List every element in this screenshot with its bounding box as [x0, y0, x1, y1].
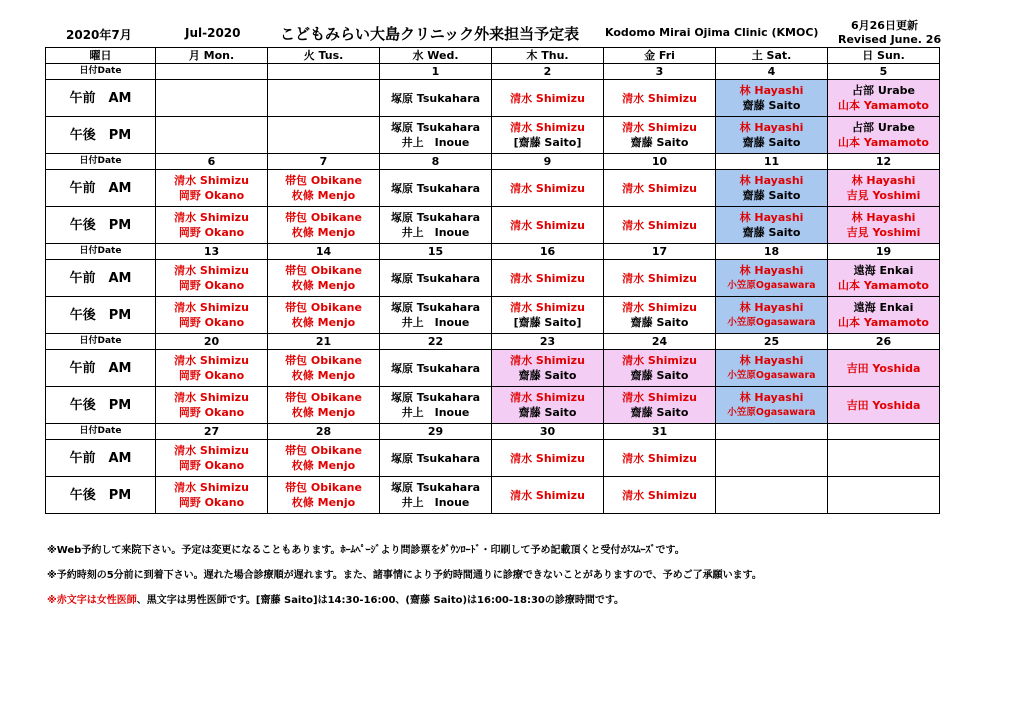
date-cell: 3 — [604, 64, 716, 80]
doctor-name: 林 Hayashi — [739, 354, 804, 367]
weekday-sun: 日 Sun. — [828, 48, 940, 64]
pm-slot-cell — [156, 117, 268, 154]
doctor-name: 齋藤 Saito — [742, 226, 801, 239]
doctor-name: 岡野 Okano — [178, 496, 245, 509]
doctor-name: 帯包 Obikane — [285, 354, 362, 367]
doctor-name: 清水 Shimizu — [622, 181, 697, 195]
note-arrival-time: ※予約時刻の5分前に到着下さい。遅れた場合診療順が遅れます。また、諸事情により予約時間通りに診療できないことがありますので、予めご了承願います。 — [47, 570, 762, 581]
doctor-name: 林 Hayashi — [739, 264, 804, 277]
doctor-name: 枚條 Menjo — [291, 406, 356, 419]
pm-row — [46, 387, 940, 424]
pm-slot-cell — [604, 387, 716, 424]
doctor-name: 清水 Shimizu — [622, 488, 697, 502]
doctor-name: 帯包 Obikane — [285, 301, 362, 314]
am-slot-cell — [828, 170, 940, 207]
date-cell: 15 — [380, 244, 492, 260]
doctor-name: 帯包 Obikane — [285, 481, 362, 494]
pm-slot-cell — [380, 117, 492, 154]
date-row — [46, 334, 940, 350]
doctor-name: 清水 Shimizu — [510, 301, 585, 314]
date-row-label: 日付Date — [46, 424, 156, 440]
doctor-name: 山本 Yamamoto — [838, 279, 929, 292]
doctor-name: 遠海 Enkai — [853, 301, 914, 314]
date-row-label: 日付Date — [46, 244, 156, 260]
date-row — [46, 424, 940, 440]
am-row — [46, 350, 940, 387]
am-slot-cell — [268, 440, 380, 477]
doctor-name: 林 Hayashi — [739, 84, 804, 97]
doctor-name: 塚原 Tsukahara — [390, 181, 481, 195]
am-row — [46, 440, 940, 477]
am-slot-cell — [380, 440, 492, 477]
date-cell: 12 — [828, 154, 940, 170]
pm-row — [46, 207, 940, 244]
am-slot-cell — [716, 440, 828, 477]
doctor-name: 帯包 Obikane — [285, 211, 362, 224]
doctor-name: 遠海 Enkai — [853, 264, 914, 277]
pm-slot-cell — [828, 297, 940, 334]
pm-slot-cell — [492, 387, 604, 424]
date-cell: 24 — [604, 334, 716, 350]
am-slot-cell — [828, 260, 940, 297]
am-slot-cell — [828, 80, 940, 117]
weekday-fri: 金 Fri — [604, 48, 716, 64]
date-cell: 21 — [268, 334, 380, 350]
doctor-name: 塚原 Tsukahara — [390, 271, 481, 285]
doctor-name: 岡野 Okano — [178, 369, 245, 382]
date-cell: 18 — [716, 244, 828, 260]
pm-row — [46, 477, 940, 514]
note-female-doctors: ※赤文字は女性医師 — [47, 595, 137, 606]
doctor-name: 枚條 Menjo — [291, 279, 356, 292]
doctor-name: 占部 Urabe — [852, 84, 915, 97]
doctor-name: 岡野 Okano — [178, 406, 245, 419]
doctor-name: 清水 Shimizu — [510, 91, 585, 105]
doctor-name: 林 Hayashi — [851, 174, 916, 187]
am-slot-cell — [156, 260, 268, 297]
date-row — [46, 154, 940, 170]
date-cell: 23 — [492, 334, 604, 350]
pm-slot-cell — [156, 477, 268, 514]
page-title: こどもみらい大島クリニック外来担当予定表 — [280, 25, 580, 43]
doctor-name: 林 Hayashi — [739, 211, 804, 224]
pm-slot-cell — [380, 387, 492, 424]
am-slot-cell — [268, 350, 380, 387]
pm-slot-cell — [716, 297, 828, 334]
pm-slot-cell — [716, 117, 828, 154]
am-slot-cell — [268, 170, 380, 207]
doctor-name: 齋藤 Saito — [630, 369, 689, 382]
pm-slot-cell — [492, 117, 604, 154]
date-row — [46, 244, 940, 260]
doctor-name: 清水 Shimizu — [622, 218, 697, 232]
doctor-name: 帯包 Obikane — [285, 174, 362, 187]
date-cell: 11 — [716, 154, 828, 170]
am-slot-cell — [604, 350, 716, 387]
doctor-name: 山本 Yamamoto — [838, 136, 929, 149]
doctor-name: 清水 Shimizu — [174, 354, 249, 367]
date-cell: 30 — [492, 424, 604, 440]
doctor-name: 塚原 Tsukahara — [390, 451, 481, 465]
month-en: Jul-2020 — [185, 26, 241, 40]
pm-slot-cell — [156, 207, 268, 244]
date-cell: 28 — [268, 424, 380, 440]
date-cell: 31 — [604, 424, 716, 440]
page-header — [0, 0, 1024, 46]
am-slot-cell — [156, 350, 268, 387]
am-slot-cell — [492, 350, 604, 387]
am-slot-cell — [156, 80, 268, 117]
pm-slot-cell — [268, 477, 380, 514]
am-slot-cell — [380, 260, 492, 297]
date-row-label: 日付Date — [46, 64, 156, 80]
doctor-name: 山本 Yamamoto — [838, 99, 929, 112]
doctor-name: 清水 Shimizu — [174, 481, 249, 494]
pm-label: 午後 PM — [46, 297, 156, 334]
date-cell: 25 — [716, 334, 828, 350]
schedule-table — [45, 47, 940, 514]
pm-label: 午後 PM — [46, 207, 156, 244]
doctor-name: 岡野 Okano — [178, 279, 245, 292]
doctor-name: 清水 Shimizu — [622, 354, 697, 367]
pm-slot-cell — [716, 207, 828, 244]
pm-slot-cell — [268, 117, 380, 154]
doctor-name: 齋藤 Saito — [518, 406, 577, 419]
pm-row — [46, 117, 940, 154]
note-saito-hours: 、黒文字は男性医師です。[齋藤 Saito]は14:30-16:00、(齋藤 Saito)は16:00-18:30の診療時間です。 — [136, 595, 625, 606]
am-slot-cell — [492, 170, 604, 207]
am-row — [46, 260, 940, 297]
doctor-name: 清水 Shimizu — [174, 174, 249, 187]
note-web-reservation: ※Web予約して来院下さい。予定は変更になることもあります。ﾎｰﾑﾍﾟｰｼﾞより問診票をﾀﾞｳﾝﾛｰﾄﾞ・印刷して予め記載頂くと受付がｽﾑｰｽﾞです。 — [47, 545, 685, 556]
doctor-name: 岡野 Okano — [178, 316, 245, 329]
doctor-name: 岡野 Okano — [178, 459, 245, 472]
am-label: 午前 AM — [46, 170, 156, 207]
doctor-name: 山本 Yamamoto — [838, 316, 929, 329]
date-cell: 5 — [828, 64, 940, 80]
pm-slot-cell — [716, 387, 828, 424]
date-cell — [716, 424, 828, 440]
doctor-name: 吉田 Yoshida — [846, 361, 921, 375]
date-cell: 19 — [828, 244, 940, 260]
revised-date-en: Revised June. 26 — [838, 33, 942, 46]
doctor-name: 清水 Shimizu — [622, 391, 697, 404]
doctor-name: 井上 Inoue — [401, 136, 470, 149]
doctor-name: 清水 Shimizu — [174, 211, 249, 224]
date-cell: 7 — [268, 154, 380, 170]
pm-label: 午後 PM — [46, 387, 156, 424]
doctor-name: 吉見 Yoshimi — [846, 189, 921, 202]
doctor-name: 井上 Inoue — [401, 226, 470, 239]
date-cell: 17 — [604, 244, 716, 260]
doctor-name: 枚條 Menjo — [291, 369, 356, 382]
doctor-name: 吉田 Yoshida — [846, 398, 921, 412]
am-slot-cell — [380, 350, 492, 387]
doctor-name: 齋藤 Saito — [630, 316, 689, 329]
date-cell — [268, 64, 380, 80]
pm-slot-cell — [604, 117, 716, 154]
doctor-name: 占部 Urabe — [852, 121, 915, 134]
doctor-name: 清水 Shimizu — [174, 264, 249, 277]
am-slot-cell — [716, 170, 828, 207]
pm-slot-cell — [380, 477, 492, 514]
date-cell — [828, 424, 940, 440]
pm-slot-cell — [828, 387, 940, 424]
doctor-name: 齋藤 Saito — [742, 189, 801, 202]
doctor-name: 林 Hayashi — [739, 174, 804, 187]
date-cell: 27 — [156, 424, 268, 440]
doctor-name: 清水 Shimizu — [510, 354, 585, 367]
doctor-name: 清水 Shimizu — [174, 301, 249, 314]
am-slot-cell — [380, 170, 492, 207]
am-slot-cell — [716, 350, 828, 387]
date-row-label: 日付Date — [46, 334, 156, 350]
date-cell: 1 — [380, 64, 492, 80]
pm-slot-cell — [604, 477, 716, 514]
doctor-name: 帯包 Obikane — [285, 391, 362, 404]
pm-slot-cell — [604, 297, 716, 334]
doctor-name: 齋藤 Saito — [742, 136, 801, 149]
pm-slot-cell — [492, 297, 604, 334]
doctor-name: 清水 Shimizu — [622, 91, 697, 105]
doctor-name: 塚原 Tsukahara — [390, 481, 481, 494]
am-slot-cell — [604, 170, 716, 207]
pm-slot-cell — [156, 297, 268, 334]
doctor-name: 林 Hayashi — [739, 121, 804, 134]
weekday-mon: 月 Mon. — [156, 48, 268, 64]
doctor-name: 小笠原Ogasawara — [727, 407, 816, 418]
am-slot-cell — [492, 440, 604, 477]
doctor-name: 清水 Shimizu — [622, 121, 697, 134]
am-slot-cell — [716, 260, 828, 297]
doctor-name: 枚條 Menjo — [291, 316, 356, 329]
date-cell: 16 — [492, 244, 604, 260]
doctor-name: 林 Hayashi — [851, 211, 916, 224]
am-slot-cell — [268, 80, 380, 117]
doctor-name: 小笠原Ogasawara — [727, 370, 816, 381]
doctor-name: 井上 Inoue — [401, 316, 470, 329]
notes — [47, 541, 987, 616]
doctor-name: 清水 Shimizu — [510, 451, 585, 465]
doctor-name: 井上 Inoue — [401, 406, 470, 419]
pm-label: 午後 PM — [46, 477, 156, 514]
doctor-name: 清水 Shimizu — [510, 218, 585, 232]
doctor-name: 清水 Shimizu — [510, 181, 585, 195]
clinic-name-en: Kodomo Mirai Ojima Clinic (KMOC) — [605, 26, 819, 39]
doctor-name: 枚條 Menjo — [291, 459, 356, 472]
pm-slot-cell — [156, 387, 268, 424]
doctor-name: 齋藤 Saito — [630, 406, 689, 419]
pm-slot-cell — [492, 477, 604, 514]
pm-slot-cell — [492, 207, 604, 244]
doctor-name: 齋藤 Saito — [742, 99, 801, 112]
date-cell: 26 — [828, 334, 940, 350]
doctor-name: 清水 Shimizu — [510, 488, 585, 502]
date-row-label: 日付Date — [46, 154, 156, 170]
date-cell — [156, 64, 268, 80]
pm-slot-cell — [604, 207, 716, 244]
am-slot-cell — [492, 80, 604, 117]
date-cell: 6 — [156, 154, 268, 170]
weekday-header-label: 曜日 — [46, 48, 156, 64]
date-cell: 10 — [604, 154, 716, 170]
doctor-name: 塚原 Tsukahara — [390, 91, 481, 105]
date-cell: 20 — [156, 334, 268, 350]
am-label: 午前 AM — [46, 80, 156, 117]
doctor-name: 清水 Shimizu — [510, 271, 585, 285]
doctor-name: 清水 Shimizu — [622, 301, 697, 314]
am-slot-cell — [268, 260, 380, 297]
am-slot-cell — [828, 440, 940, 477]
date-cell: 2 — [492, 64, 604, 80]
doctor-name: 塚原 Tsukahara — [390, 121, 481, 134]
note-doctor-colors — [47, 591, 987, 616]
date-cell: 8 — [380, 154, 492, 170]
doctor-name: 清水 Shimizu — [510, 121, 585, 134]
pm-slot-cell — [828, 477, 940, 514]
am-label: 午前 AM — [46, 260, 156, 297]
doctor-name: 井上 Inoue — [401, 496, 470, 509]
doctor-name: 岡野 Okano — [178, 189, 245, 202]
doctor-name: 小笠原Ogasawara — [727, 317, 816, 328]
pm-row — [46, 297, 940, 334]
am-slot-cell — [156, 440, 268, 477]
weekday-tue: 火 Tus. — [268, 48, 380, 64]
doctor-name: 塚原 Tsukahara — [390, 361, 481, 375]
doctor-name: 林 Hayashi — [739, 391, 804, 404]
doctor-name: 清水 Shimizu — [622, 451, 697, 465]
pm-slot-cell — [268, 207, 380, 244]
am-slot-cell — [716, 80, 828, 117]
am-row — [46, 170, 940, 207]
pm-slot-cell — [716, 477, 828, 514]
doctor-name: [齋藤 Saito] — [513, 316, 582, 329]
doctor-name: [齋藤 Saito] — [513, 136, 582, 149]
am-slot-cell — [492, 260, 604, 297]
doctor-name: 清水 Shimizu — [174, 444, 249, 457]
date-cell: 22 — [380, 334, 492, 350]
am-slot-cell — [604, 440, 716, 477]
pm-slot-cell — [268, 387, 380, 424]
doctor-name: 枚條 Menjo — [291, 496, 356, 509]
pm-slot-cell — [268, 297, 380, 334]
doctor-name: 小笠原Ogasawara — [727, 280, 816, 291]
pm-slot-cell — [828, 117, 940, 154]
am-label: 午前 AM — [46, 350, 156, 387]
date-cell: 9 — [492, 154, 604, 170]
doctor-name: 塚原 Tsukahara — [390, 391, 481, 404]
doctor-name: 齋藤 Saito — [518, 369, 577, 382]
updated-date-jp: 6月26日更新 — [851, 19, 918, 32]
month-jp: 2020年7月 — [66, 28, 132, 42]
weekday-sat: 土 Sat. — [716, 48, 828, 64]
doctor-name: 帯包 Obikane — [285, 264, 362, 277]
am-slot-cell — [380, 80, 492, 117]
doctor-name: 清水 Shimizu — [622, 271, 697, 285]
doctor-name: 塚原 Tsukahara — [390, 301, 481, 314]
am-slot-cell — [604, 80, 716, 117]
am-slot-cell — [604, 260, 716, 297]
doctor-name: 枚條 Menjo — [291, 226, 356, 239]
doctor-name: 岡野 Okano — [178, 226, 245, 239]
weekday-header-row — [46, 48, 940, 64]
doctor-name: 塚原 Tsukahara — [390, 211, 481, 224]
pm-label: 午後 PM — [46, 117, 156, 154]
doctor-name: 齋藤 Saito — [630, 136, 689, 149]
date-row — [46, 64, 940, 80]
pm-slot-cell — [380, 207, 492, 244]
doctor-name: 清水 Shimizu — [174, 391, 249, 404]
am-row — [46, 80, 940, 117]
doctor-name: 吉見 Yoshimi — [846, 226, 921, 239]
pm-slot-cell — [828, 207, 940, 244]
am-label: 午前 AM — [46, 440, 156, 477]
doctor-name: 帯包 Obikane — [285, 444, 362, 457]
doctor-name: 枚條 Menjo — [291, 189, 356, 202]
date-cell: 13 — [156, 244, 268, 260]
doctor-name: 林 Hayashi — [739, 301, 804, 314]
am-slot-cell — [156, 170, 268, 207]
date-cell: 14 — [268, 244, 380, 260]
date-cell: 29 — [380, 424, 492, 440]
weekday-wed: 水 Wed. — [380, 48, 492, 64]
date-cell: 4 — [716, 64, 828, 80]
am-slot-cell — [828, 350, 940, 387]
weekday-thu: 木 Thu. — [492, 48, 604, 64]
doctor-name: 清水 Shimizu — [510, 391, 585, 404]
pm-slot-cell — [380, 297, 492, 334]
